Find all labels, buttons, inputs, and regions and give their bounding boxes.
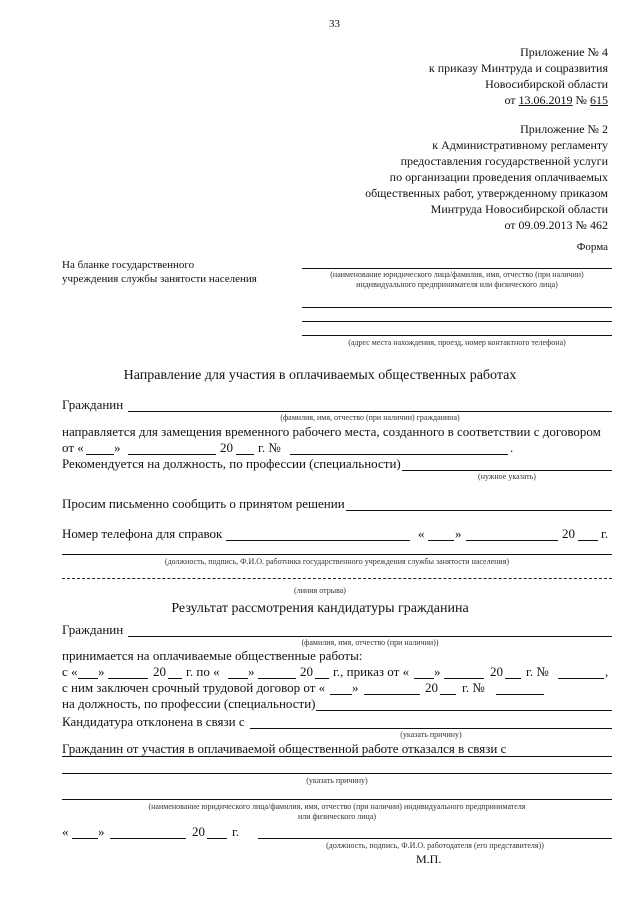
phone-line[interactable] xyxy=(226,540,410,541)
employer2-line[interactable] xyxy=(62,799,612,800)
stamp-place: М.П. xyxy=(416,852,442,866)
contract-month-line[interactable] xyxy=(128,454,216,455)
order-quote-close: » xyxy=(434,664,441,679)
citizen-fio-caption: (фамилия, имя, отчество (при наличии) гражданина) xyxy=(280,413,460,422)
appendix2-line2: к Административному регламенту xyxy=(432,138,608,152)
position-line[interactable] xyxy=(316,710,612,711)
official-sign-line[interactable] xyxy=(62,554,612,555)
period-to-year-prefix: 20 xyxy=(300,664,313,679)
phone-day-line[interactable] xyxy=(428,540,454,541)
rejected-label: Кандидатура отклонена в связи с xyxy=(62,714,245,729)
address-line-3[interactable] xyxy=(302,335,612,336)
citizen2-caption: (фамилия, имя, отчество (при наличии)) xyxy=(301,638,439,647)
final-month[interactable] xyxy=(110,838,186,839)
request-label: Просим письменно сообщить о принятом решении xyxy=(62,496,345,511)
appendix2-line7: от 09.09.2013 № 462 xyxy=(504,218,608,232)
contract2-quote-close: » xyxy=(352,680,359,695)
contract-day-line[interactable] xyxy=(86,454,114,455)
recommended-caption: (нужное указать) xyxy=(478,472,536,481)
final-g: г. xyxy=(232,824,240,839)
title-direction: Направление для участия в оплачиваемых общественных работах xyxy=(123,368,517,383)
phone-year-line[interactable] xyxy=(578,540,598,541)
appendix4-line4 xyxy=(429,92,608,108)
directed-text: направляется для замещения временного рабочего места, созданного в соответствии с договором xyxy=(62,424,601,439)
employer-sign-line[interactable] xyxy=(258,838,612,839)
appendix2-line1: Приложение № 2 xyxy=(520,122,608,136)
appendix4-line2: к приказу Минтруда и соцразвития xyxy=(428,61,608,75)
phone-quote-close: » xyxy=(455,526,462,541)
appendix2-line5: общественных работ, утвержденному приказом xyxy=(365,186,608,200)
appendix4-num: 615 xyxy=(590,93,608,107)
appendix4-date: 13.06.2019 xyxy=(518,93,573,107)
contract-year-suffix: г. № xyxy=(258,440,281,455)
refused-line-1[interactable] xyxy=(62,756,612,757)
final-day[interactable] xyxy=(72,838,98,839)
period-from-year[interactable] xyxy=(168,678,182,679)
employer-sign-caption: (должность, подпись, Ф.И.О. работодателя (его представителя)) xyxy=(326,841,544,850)
cut-line xyxy=(62,578,612,579)
form-label: Форма xyxy=(576,241,608,253)
contract2-year-prefix: 20 xyxy=(425,680,438,695)
cut-caption: (линия отрыва) xyxy=(294,586,346,595)
contract-quote-close: » xyxy=(114,440,121,455)
employer2-caption-l2: или физического лица) xyxy=(297,812,377,821)
period-from-close: » xyxy=(98,664,105,679)
refused-caption: (указать причину) xyxy=(306,776,368,785)
order-from-label: г., приказ от « xyxy=(333,664,410,679)
citizen-label: Гражданин xyxy=(62,397,124,412)
employer-caption: (наименование юридического лица/фамилия, имя, отчество (при наличии) индивидуального предпринимателя или физического лица) xyxy=(330,270,584,289)
citizen-fio-line[interactable] xyxy=(128,411,612,412)
period-to-day[interactable] xyxy=(228,678,248,679)
refused-line-2[interactable] xyxy=(62,773,612,774)
title-result: Результат рассмотрения кандидатуры гражданина xyxy=(171,601,469,616)
contract2-number-label: г. № xyxy=(462,680,485,695)
rejected-line[interactable] xyxy=(250,728,612,729)
phone-year-prefix: 20 xyxy=(562,526,575,541)
period-from-month[interactable] xyxy=(108,678,148,679)
appendix4-from: от xyxy=(504,93,519,107)
refused-label: Гражданин от участия в оплачиваемой общественной работе отказался в связи с xyxy=(62,741,507,756)
final-year[interactable] xyxy=(207,838,227,839)
final-year-prefix: 20 xyxy=(192,824,205,839)
rejected-caption: (указать причину) xyxy=(400,730,462,739)
request-line[interactable] xyxy=(346,510,612,511)
order-comma: , xyxy=(605,664,609,679)
phone-year-g: г. xyxy=(601,526,609,541)
period-to-open: г. по « xyxy=(186,664,220,679)
period-to-close: » xyxy=(248,664,255,679)
blank-header xyxy=(62,258,257,286)
phone-month-line[interactable] xyxy=(466,540,558,541)
contract-number-line[interactable] xyxy=(290,454,508,455)
employer-line[interactable] xyxy=(302,268,612,269)
order-month[interactable] xyxy=(444,678,484,679)
appendix4-line3: Новосибирской области xyxy=(485,77,608,91)
contract-date-row xyxy=(62,440,84,456)
appendix2-line4: по организации проведения оплачиваемых xyxy=(389,170,608,184)
final-quote-open: « xyxy=(62,824,69,839)
blank-line2: учреждения службы занятости населения xyxy=(62,273,257,285)
appendix2-line3: предоставления государственной услуги xyxy=(400,154,608,168)
employer2-caption xyxy=(62,802,612,822)
period-from-day[interactable] xyxy=(78,678,98,679)
final-quote-close: » xyxy=(98,824,105,839)
from-quote-open: от « xyxy=(62,440,84,455)
appendix4-block xyxy=(429,44,608,108)
appendix4-line1: Приложение № 4 xyxy=(520,45,608,59)
appendix2-line6: Минтруда Новосибирской области xyxy=(430,202,608,216)
order-year[interactable] xyxy=(505,678,521,679)
recommended-label: Рекомендуется на должность, по профессии (специальности) xyxy=(62,456,401,471)
phone-label: Номер телефона для справок xyxy=(62,526,223,541)
address-caption: (адрес места нахождения, проезд, номер контактного телефона) xyxy=(348,338,566,347)
page-number: 33 xyxy=(329,18,340,30)
citizen2-fio-line[interactable] xyxy=(128,636,612,637)
order-year-prefix: 20 xyxy=(490,664,503,679)
address-line-2[interactable] xyxy=(302,321,612,322)
phone-quote-open: « xyxy=(418,526,425,541)
contract-period: . xyxy=(510,440,514,455)
accepted-label: принимается на оплачиваемые общественные работы: xyxy=(62,648,363,663)
official-caption: (должность, подпись, Ф.И.О. работника государственного учреждения службы занятости населения) xyxy=(164,557,510,566)
recommended-line[interactable] xyxy=(402,470,612,471)
appendix2-block xyxy=(365,121,608,233)
contract2-day[interactable] xyxy=(330,694,352,695)
period-to-month[interactable] xyxy=(258,678,296,679)
period-from-year-prefix: 20 xyxy=(153,664,166,679)
blank-line1: На бланке государственного xyxy=(62,259,195,271)
address-line-1[interactable] xyxy=(302,307,612,308)
period-from-open: с « xyxy=(62,664,78,679)
contract2-year[interactable] xyxy=(440,694,456,695)
contract-year-line[interactable] xyxy=(236,454,254,455)
order-number[interactable] xyxy=(558,678,604,679)
period-to-year[interactable] xyxy=(315,678,329,679)
order-day[interactable] xyxy=(414,678,434,679)
appendix4-num-prefix: № xyxy=(572,93,590,107)
contract2-label: с ним заключен срочный трудовой договор от « xyxy=(62,680,326,695)
employer2-caption-l1: (наименование юридического лица/фамилия, имя, отчество (при наличии) индивидуального предпринимателя xyxy=(148,802,526,811)
order-number-label: г. № xyxy=(526,664,549,679)
position-label: на должность, по профессии (специальности) xyxy=(62,696,316,711)
citizen2-label: Гражданин xyxy=(62,622,124,637)
contract2-number[interactable] xyxy=(496,694,544,695)
contract2-month[interactable] xyxy=(364,694,420,695)
contract-year-prefix: 20 xyxy=(220,440,233,455)
